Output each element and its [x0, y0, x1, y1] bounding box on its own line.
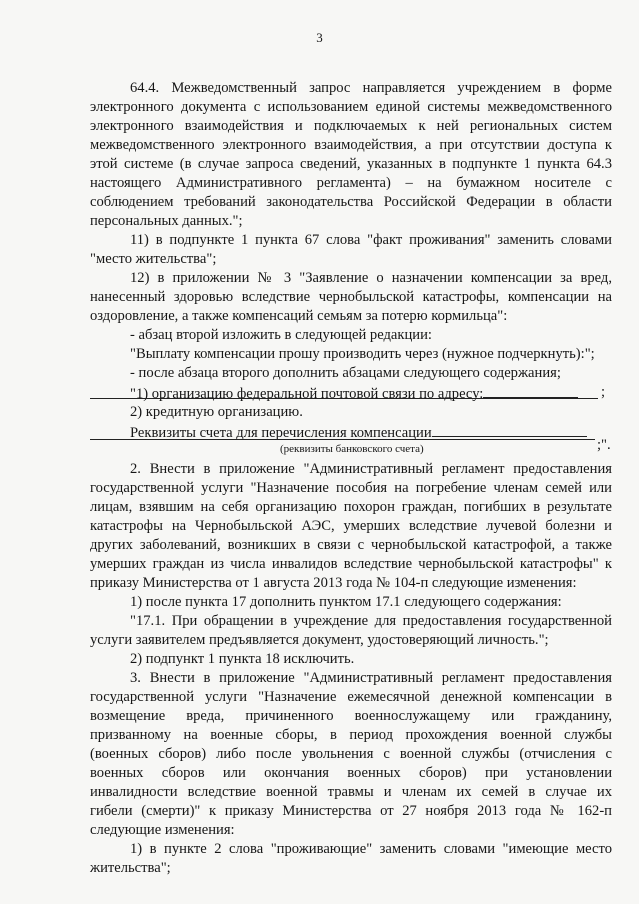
- text-line: нанесенный здоровью вследствие чернобыльской катастрофы, компенсации на: [90, 289, 612, 305]
- text-line: 11) в подпункте 1 пункта 67 слова "факт проживания" заменить словами: [130, 232, 612, 248]
- postal-line: [90, 383, 612, 404]
- text-line: следующие изменения:: [90, 822, 235, 838]
- text-line: 12) в приложении № 3 "Заявление о назначении компенсации за вред,: [130, 270, 612, 286]
- text-line: - после абзаца второго дополнить абзацами следующего содержания;: [130, 365, 561, 381]
- text-line: настоящего Административного регламента) – на бумажном носителе с: [90, 175, 612, 191]
- page-number: 3: [316, 30, 323, 45]
- text-line: электронного документа с использованием единой системы межведомственного: [90, 99, 612, 115]
- text-line: персональных данных.";: [90, 213, 243, 229]
- blank-field: [483, 383, 578, 398]
- semicolon: ;: [601, 384, 606, 400]
- text-line: других заболеваний, возникших в связи с чернобыльской катастрофой, а также: [90, 537, 612, 553]
- text-line: 2) кредитную организацию.: [130, 404, 303, 420]
- text-line: оздоровление, а также компенсаций семьям за потерю кормильца":: [90, 308, 508, 324]
- blank-rule: [90, 439, 595, 440]
- text-line: 1) в пункте 2 слова "проживающие" заменить словами "имеющие место: [130, 841, 612, 857]
- text-line: электронного взаимодействия и подключаемых к ней региональных систем: [90, 118, 612, 134]
- text-line: государственной услуги "Назначение пособия на погребение членам семей или: [90, 480, 612, 496]
- text-line: приказу Министерства от 1 августа 2013 года № 104-п следующие изменения:: [90, 575, 577, 591]
- text-line: соблюдением требований законодательства Российской Федерации в области: [90, 194, 612, 210]
- blank-rule: [90, 398, 598, 399]
- text-line: "Выплату компенсации прошу производить через (нужное подчеркнуть):";: [130, 346, 595, 362]
- bank-caption: (реквизиты банковского счета): [280, 443, 424, 455]
- text-line: гибели (смерти)" к приказу Министерства от 27 ноября 2013 года № 162-п: [90, 803, 612, 819]
- text-line: 2. Внести в приложение "Административный регламент предоставления: [130, 461, 612, 477]
- end-quote: ;".: [597, 437, 611, 453]
- text-line: межведомственного электронного взаимодействия, а при отсутствии доступа к: [90, 137, 612, 153]
- text-line: 3. Внести в приложение "Административный регламент предоставления: [130, 670, 612, 686]
- text-line: призванному на военные сборы, в период прохождения военной службы: [90, 727, 612, 743]
- text-line: "17.1. При обращении в учреждение для предоставления государственной: [130, 613, 612, 629]
- text-line: военных сборов или окончания военных сборов) при установлении: [90, 765, 612, 781]
- postal-line-text: "1) организацию федеральной почтовой связи по адресу:: [130, 386, 484, 402]
- text-line: 64.4. Межведомственный запрос направляется учреждением в форме: [130, 80, 612, 96]
- text-line: катастрофы на Чернобыльской АЭС, умерших вследствие лучевой болезни и: [90, 518, 612, 534]
- text-line: умерших граждан из числа инвалидов вследствие чернобыльской катастрофы" к: [90, 556, 612, 572]
- text-line: (военных сборов) либо после увольнения с военной службы (отчисления с: [90, 746, 612, 762]
- account-line-text: Реквизиты счета для перечисления компенсации: [130, 425, 432, 441]
- text-line: возмещение вреда, причиненного военнослужащему или гражданину,: [90, 708, 612, 724]
- blank-field: [432, 422, 587, 437]
- text-line: жительства";: [90, 860, 171, 876]
- text-line: услуги заявителем предъявляется документ, удостоверяющий личность.";: [90, 632, 549, 648]
- text-line: лицам, взявшим на себя организацию похорон граждан, погибших в результате: [90, 499, 612, 515]
- text-line: 1) после пункта 17 дополнить пунктом 17.1 следующего содержания:: [130, 594, 562, 610]
- text-line: "место жительства";: [90, 251, 217, 267]
- text-line: этой системе (в случае запроса сведений, указанных в подпункте 1 пункта 64.3: [90, 156, 612, 172]
- text-line: инвалидности вследствие военной травмы и членам их семей в случае их: [90, 784, 612, 800]
- text-line: государственной услуги "Назначение ежемесячной денежной компенсации в: [90, 689, 612, 705]
- text-line: - абзац второй изложить в следующей редакции:: [130, 327, 432, 343]
- text-line: 2) подпункт 1 пункта 18 исключить.: [130, 651, 355, 667]
